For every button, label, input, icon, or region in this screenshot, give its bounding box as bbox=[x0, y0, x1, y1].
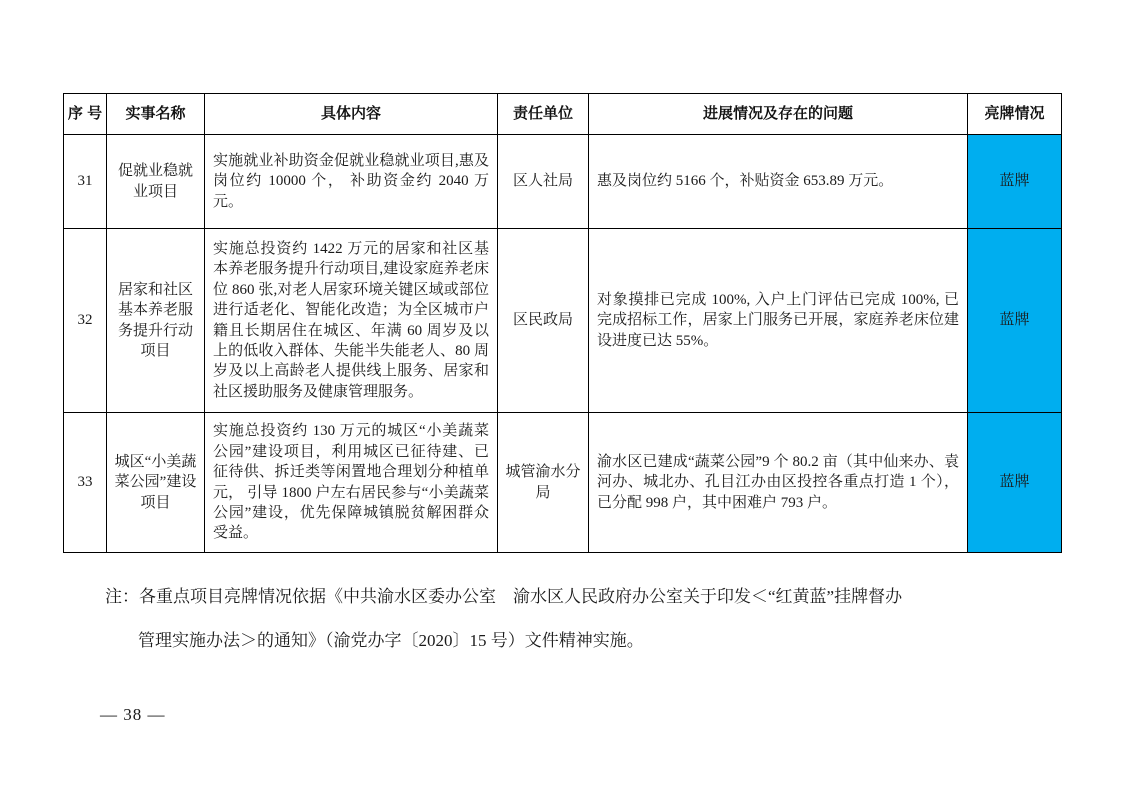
cell-progress: 渝水区已建成“蔬菜公园”9 个 80.2 亩（其中仙来办、袁河办、城北办、孔目江办由区投控各重点打造 1 个），已分配 998 户，其中困难户 793 户。 bbox=[589, 413, 968, 553]
cell-content: 实施总投资约 1422 万元的居家和社区基本养老服务提升行动项目,建设家庭养老床位 860 张,对老人居家环境关键区域或部位进行适老化、智能化改造；为全区城市户籍且长期居住在城区、年满 60 周岁及以上的低收入群体、失能半失能老人、80 周岁及以上高龄老人提供线上服务、居家和社区援助服务及健康管理服务。 bbox=[205, 229, 498, 413]
cell-index: 32 bbox=[64, 229, 107, 413]
col-header-unit: 责任单位 bbox=[498, 94, 589, 135]
cell-progress: 惠及岗位约 5166 个，补贴资金 653.89 万元。 bbox=[589, 135, 968, 229]
cell-project-name: 促就业稳就业项目 bbox=[107, 135, 205, 229]
footnote bbox=[105, 582, 1035, 651]
cell-content: 实施总投资约 130 万元的城区“小美蔬菜公园”建设项目，利用城区已征待建、已征待供、拆迁类等闲置地合理划分种植单元， 引导 1800 户左右居民参与“小美蔬菜公园”建设，优先保障城镇脱贫解困群众受益。 bbox=[205, 413, 498, 553]
footnote-line-1: 注：各重点项目亮牌情况依据《中共渝水区委办公室 渝水区人民政府办公室关于印发＜“红黄蓝”挂牌督办 bbox=[105, 587, 903, 606]
table-row-32 bbox=[64, 229, 1062, 413]
cell-card-status-blue: 蓝牌 bbox=[968, 413, 1062, 553]
col-header-index: 序 号 bbox=[64, 94, 107, 135]
cell-card-status-blue: 蓝牌 bbox=[968, 229, 1062, 413]
col-header-progress: 进展情况及存在的问题 bbox=[589, 94, 968, 135]
col-header-content: 具体内容 bbox=[205, 94, 498, 135]
table-header-row bbox=[64, 94, 1062, 135]
cell-project-name: 城区“小美蔬菜公园”建设项目 bbox=[107, 413, 205, 553]
cell-progress: 对象摸排已完成 100%, 入户上门评估已完成 100%, 已完成招标工作，居家上门服务已开展，家庭养老床位建设进度已达 55%。 bbox=[589, 229, 968, 413]
col-header-project-name: 实事名称 bbox=[107, 94, 205, 135]
table-row-33 bbox=[64, 413, 1062, 553]
cell-project-name: 居家和社区基本养老服务提升行动项目 bbox=[107, 229, 205, 413]
col-header-card-status: 亮牌情况 bbox=[968, 94, 1062, 135]
table-row-31 bbox=[64, 135, 1062, 229]
footnote-line-2: 管理实施办法＞的通知》（渝党办字〔2020〕15 号）文件精神实施。 bbox=[138, 631, 644, 650]
cell-card-status-blue: 蓝牌 bbox=[968, 135, 1062, 229]
projects-table bbox=[63, 93, 1062, 553]
cell-index: 33 bbox=[64, 413, 107, 553]
cell-unit: 区民政局 bbox=[498, 229, 589, 413]
cell-unit: 城管渝水分局 bbox=[498, 413, 589, 553]
page-number: — 38 — bbox=[100, 705, 166, 724]
cell-unit: 区人社局 bbox=[498, 135, 589, 229]
cell-index: 31 bbox=[64, 135, 107, 229]
cell-content: 实施就业补助资金促就业稳就业项目,惠及岗位约 10000 个， 补助资金约 2040 万元。 bbox=[205, 135, 498, 229]
